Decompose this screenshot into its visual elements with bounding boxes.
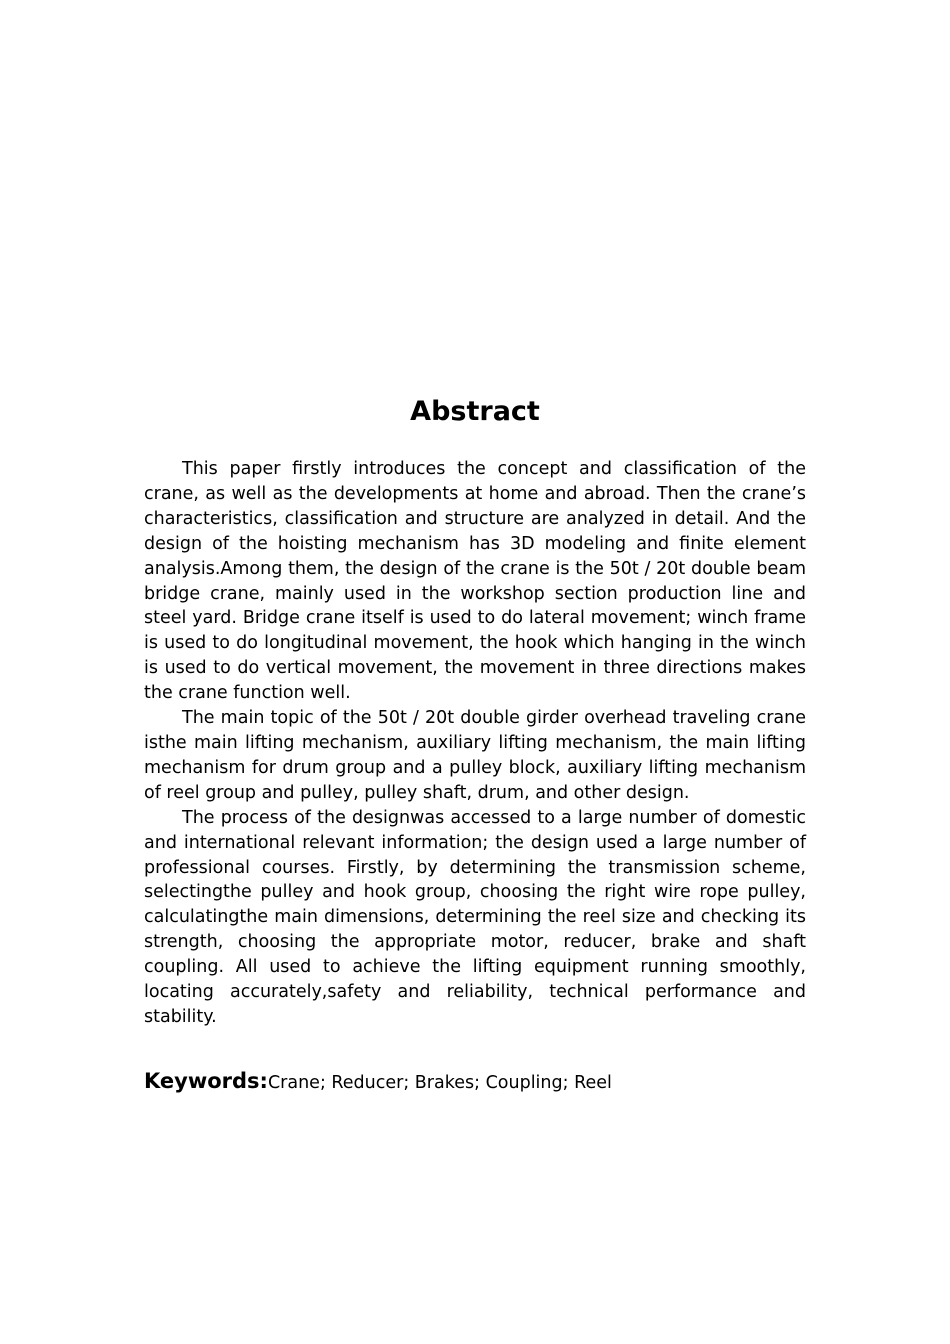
keywords-line	[144, 1068, 806, 1096]
abstract-page	[144, 395, 806, 1096]
abstract-paragraph-2: The main topic of the 50t / 20t double girder overhead traveling crane isthe main lifting mechanism, auxiliary lifting mechanism, the main lifting mechanism for drum group and a pulley block, auxiliary lifting mechanism of reel group and pulley, pulley shaft, drum, and other design.	[144, 708, 806, 803]
keywords-label: Keywords:	[144, 1068, 268, 1093]
keywords-text: Crane; Reducer; Brakes; Coupling; Reel	[267, 1072, 612, 1093]
abstract-paragraph-1: This paper firstly introduces the concept and classification of the crane, as well as the developments at home and abroad. Then the crane’s characteristics, classification and structure are analyzed in detail. And the design of the hoisting mechanism has 3D modeling and finite element analysis.Among them, the design of the crane is the 50t / 20t double beam bridge crane, mainly used in the workshop section production line and steel yard. Bridge crane itself is used to do lateral movement; winch frame is used to do longitudinal movement, the hook which hanging in the winch is used to do vertical movement, the movement in three directions makes the crane function well.	[144, 459, 806, 704]
abstract-title: Abstract	[410, 396, 540, 427]
abstract-paragraph-3: The process of the designwas accessed to a large number of domestic and international relevant information; the design used a large number of professional courses. Firstly, by determining the transmission scheme, selectingthe pulley and hook group, choosing the right wire rope pulley, calculatingthe main dimensions, determining the reel size and checking its strength, choosing the appropriate motor, reducer, brake and shaft coupling. All used to achieve the lifting equipment running smoothly, locating accurately,safety and reliability, technical performance and stability.	[144, 807, 806, 1027]
